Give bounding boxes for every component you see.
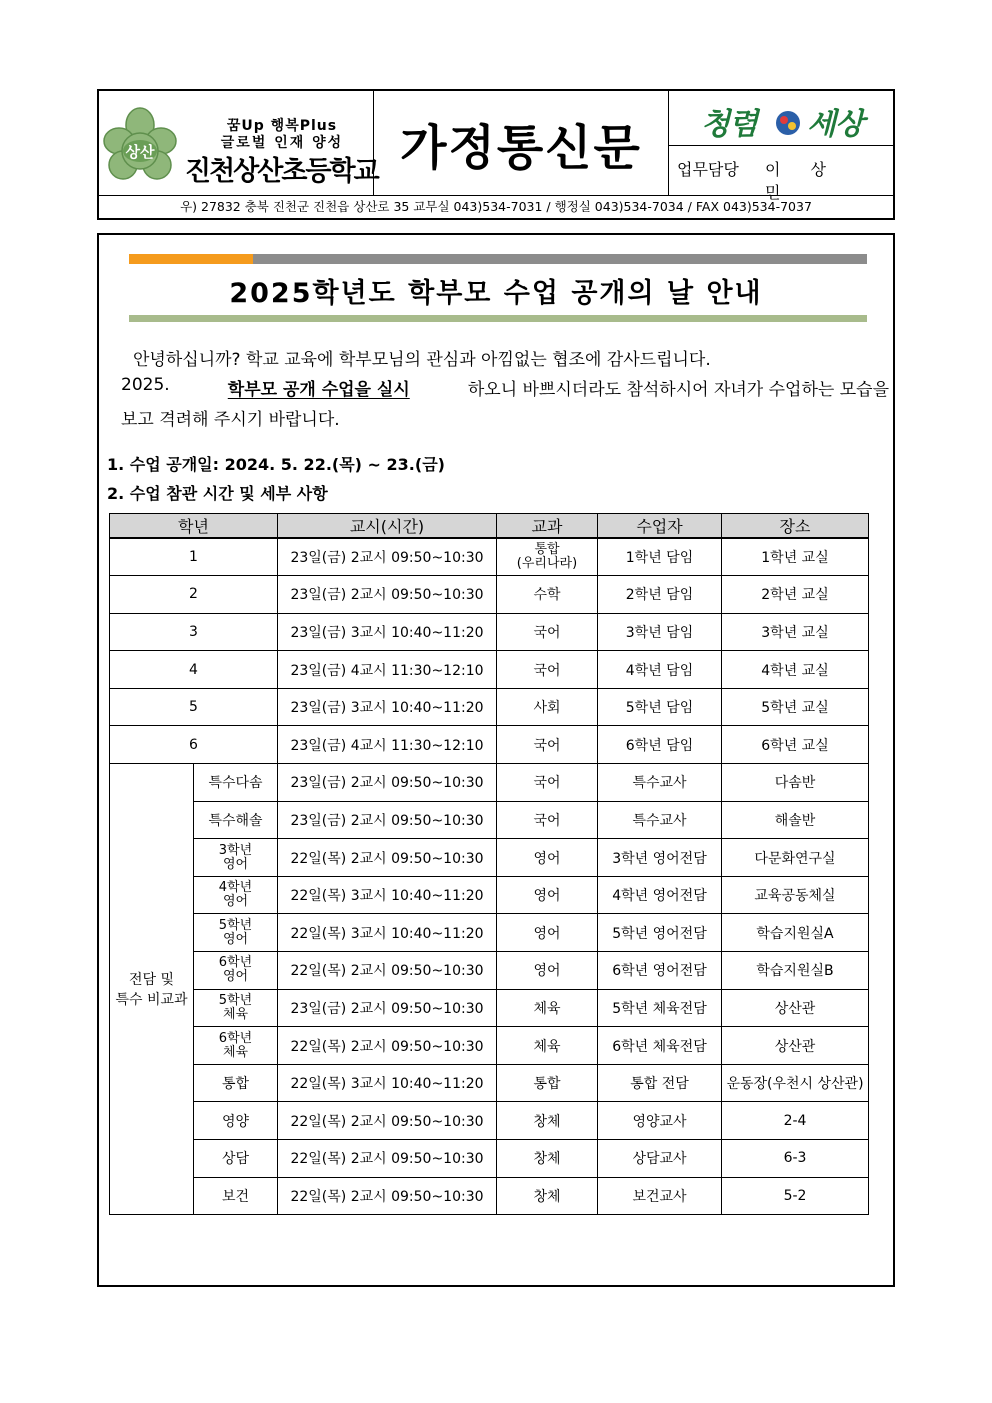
place-cell: 2-4 <box>722 1102 869 1140</box>
place-cell: 다문화연구실 <box>722 839 869 877</box>
table-row <box>110 613 869 651</box>
header-teacher: 수업자 <box>598 514 722 539</box>
class-cell <box>194 1027 278 1065</box>
integrity-slogan <box>669 91 893 146</box>
class-cell <box>194 839 278 877</box>
special-group-line-2: 특수 비교과 <box>115 992 188 1009</box>
subject-cell: 국어 <box>497 801 598 839</box>
subject-cell: 국어 <box>497 764 598 802</box>
teacher-cell: 5학년 영어전담 <box>598 914 722 952</box>
teacher-cell: 3학년 영어전담 <box>598 839 722 877</box>
period-cell: 23일(금) 2교시 09:50~10:30 <box>278 801 497 839</box>
class-cell: 특수다솜 <box>194 764 278 802</box>
subject-line-2: (우리나라) <box>516 556 578 572</box>
period-cell: 22일(목) 2교시 09:50~10:30 <box>278 1102 497 1140</box>
grade-cell: 3 <box>110 613 278 651</box>
class-line-1: 4학년 <box>218 880 253 896</box>
special-group-cell <box>110 764 194 1215</box>
period-cell: 22일(목) 2교시 09:50~10:30 <box>278 839 497 877</box>
place-cell: 다솜반 <box>722 764 869 802</box>
header-place: 장소 <box>722 514 869 539</box>
table-row <box>110 726 869 764</box>
table-row <box>110 876 869 914</box>
teacher-cell: 2학년 담임 <box>598 576 722 614</box>
place-cell: 교육공동체실 <box>722 876 869 914</box>
header-subject: 교과 <box>497 514 598 539</box>
header-period: 교시(시간) <box>278 514 497 539</box>
subject-cell: 체육 <box>497 989 598 1027</box>
notice-title: 2025학년도 학부모 수업 공개의 날 안내 <box>229 278 763 309</box>
place-cell: 상산관 <box>722 989 869 1027</box>
teacher-cell: 특수교사 <box>598 801 722 839</box>
table-row <box>110 989 869 1027</box>
class-line-1: 6학년 <box>218 955 253 971</box>
staff-name: 이상민 <box>765 160 856 202</box>
subject-cell: 영어 <box>497 952 598 990</box>
period-cell: 23일(금) 3교시 10:40~11:20 <box>278 688 497 726</box>
subject-cell: 국어 <box>497 651 598 689</box>
place-cell: 상산관 <box>722 1027 869 1065</box>
grade-cell: 1 <box>110 538 278 576</box>
teacher-cell: 4학년 영어전담 <box>598 876 722 914</box>
period-cell: 23일(금) 2교시 09:50~10:30 <box>278 989 497 1027</box>
place-cell: 해솔반 <box>722 801 869 839</box>
place-cell: 6학년 교실 <box>722 726 869 764</box>
place-cell: 1학년 교실 <box>722 538 869 576</box>
class-cell: 특수해솔 <box>194 801 278 839</box>
period-cell: 22일(목) 2교시 09:50~10:30 <box>278 1027 497 1065</box>
class-line-2: 영어 <box>222 969 249 985</box>
table-row <box>110 576 869 614</box>
special-group-line-1: 전담 및 <box>128 972 175 989</box>
school-block <box>99 91 378 195</box>
period-cell: 23일(금) 2교시 09:50~10:30 <box>278 538 497 576</box>
schedule-table <box>109 513 869 1215</box>
place-cell: 5학년 교실 <box>722 688 869 726</box>
subject-cell: 수학 <box>497 576 598 614</box>
motto-line-2: 글로벌 인재 양성 <box>220 135 344 151</box>
table-row <box>110 952 869 990</box>
subject-cell: 국어 <box>497 613 598 651</box>
class-line-1: 5학년 <box>218 917 253 933</box>
intro-line-2 <box>121 375 889 400</box>
period-cell: 23일(금) 2교시 09:50~10:30 <box>278 764 497 802</box>
period-cell: 22일(목) 3교시 10:40~11:20 <box>278 1064 497 1102</box>
letterhead <box>97 89 895 220</box>
place-cell: 6-3 <box>722 1140 869 1178</box>
teacher-cell: 4학년 담임 <box>598 651 722 689</box>
teacher-cell: 1학년 담임 <box>598 538 722 576</box>
teacher-cell: 통합 전담 <box>598 1064 722 1102</box>
intro-line-3: 보고 격려해 주시기 바랍니다. <box>121 410 340 430</box>
newsletter-title: 가정통신문 <box>400 119 642 176</box>
title-bar-orange <box>129 254 253 264</box>
table-row <box>110 538 869 576</box>
table-row <box>110 764 869 802</box>
intro-line-2-emphasis: 학부모 공개 수업을 실시 <box>227 380 410 400</box>
teacher-cell: 보건교사 <box>598 1177 722 1215</box>
table-row <box>110 1027 869 1065</box>
subject-cell: 통합 <box>497 1064 598 1102</box>
table-row <box>110 1140 869 1178</box>
period-cell: 22일(목) 2교시 09:50~10:30 <box>278 952 497 990</box>
teacher-cell: 특수교사 <box>598 764 722 802</box>
table-row <box>110 1102 869 1140</box>
slogan-right-text: 세상 <box>807 107 863 142</box>
teacher-cell: 영양교사 <box>598 1102 722 1140</box>
teacher-cell: 5학년 체육전담 <box>598 989 722 1027</box>
class-cell <box>194 914 278 952</box>
school-logo-icon <box>103 107 177 185</box>
period-cell: 22일(목) 3교시 10:40~11:20 <box>278 876 497 914</box>
table-row <box>110 914 869 952</box>
table-row <box>110 1177 869 1215</box>
teacher-cell: 상담교사 <box>598 1140 722 1178</box>
notice-body <box>97 233 895 1287</box>
class-line-1: 6학년 <box>218 1030 253 1046</box>
section-schedule-heading: 2. 수업 참관 시간 및 세부 사항 <box>107 484 328 503</box>
title-top-bar <box>129 254 867 264</box>
period-cell: 22일(목) 2교시 09:50~10:30 <box>278 1140 497 1178</box>
subject-cell: 영어 <box>497 914 598 952</box>
teacher-cell: 6학년 영어전담 <box>598 952 722 990</box>
class-cell <box>194 952 278 990</box>
class-line-1: 3학년 <box>218 842 253 858</box>
subject-cell: 사회 <box>497 688 598 726</box>
place-cell: 4학년 교실 <box>722 651 869 689</box>
grade-cell: 2 <box>110 576 278 614</box>
class-line-2: 체육 <box>222 1006 249 1022</box>
table-row <box>110 801 869 839</box>
class-line-2: 영어 <box>222 894 249 910</box>
subject-line-1: 통합 <box>534 542 560 558</box>
subject-cell: 창체 <box>497 1177 598 1215</box>
grade-cell: 4 <box>110 651 278 689</box>
class-cell: 보건 <box>194 1177 278 1215</box>
subject-cell: 영어 <box>497 876 598 914</box>
slogan-emblem-icon <box>774 109 802 137</box>
period-cell: 23일(금) 2교시 09:50~10:30 <box>278 576 497 614</box>
newsletter-title-block <box>374 91 669 195</box>
school-name: 진천상산초등학교 <box>185 156 378 187</box>
section-open-date: 1. 수업 공개일: 2024. 5. 22.(목) ~ 23.(금) <box>107 455 445 474</box>
school-address: 우) 27832 충북 진천군 진천읍 상산로 35 교무실 043)534-7031 / 행정실 043)534-7034 / FAX 043)534-7037 <box>99 195 893 218</box>
subject-cell <box>497 538 598 576</box>
class-cell: 상담 <box>194 1140 278 1178</box>
slogan-left-text: 청렴 <box>701 107 757 142</box>
subject-cell: 체육 <box>497 1027 598 1065</box>
subject-cell: 국어 <box>497 726 598 764</box>
table-header-row <box>110 514 869 539</box>
class-cell <box>194 989 278 1027</box>
intro-line-2-prefix: 2025. <box>121 375 170 395</box>
place-cell: 5-2 <box>722 1177 869 1215</box>
title-bottom-bar <box>129 315 867 322</box>
subject-cell: 영어 <box>497 839 598 877</box>
class-line-2: 영어 <box>222 856 249 872</box>
place-cell: 3학년 교실 <box>722 613 869 651</box>
table-row <box>110 1064 869 1102</box>
subject-cell: 창체 <box>497 1102 598 1140</box>
grade-cell: 6 <box>110 726 278 764</box>
logo-text: 상산 <box>125 143 155 161</box>
period-cell: 23일(금) 4교시 11:30~12:10 <box>278 651 497 689</box>
place-cell: 운동장(우천시 상산관) <box>722 1064 869 1102</box>
period-cell: 23일(금) 4교시 11:30~12:10 <box>278 726 497 764</box>
motto-line-1: 꿈Up 행복Plus <box>226 118 338 134</box>
period-cell: 22일(목) 3교시 10:40~11:20 <box>278 914 497 952</box>
teacher-cell: 5학년 담임 <box>598 688 722 726</box>
title-bar-gray <box>253 254 867 264</box>
period-cell: 23일(금) 3교시 10:40~11:20 <box>278 613 497 651</box>
header-grade: 학년 <box>110 514 278 539</box>
place-cell: 2학년 교실 <box>722 576 869 614</box>
subject-cell: 창체 <box>497 1140 598 1178</box>
teacher-cell: 6학년 담임 <box>598 726 722 764</box>
period-cell: 22일(목) 2교시 09:50~10:30 <box>278 1177 497 1215</box>
table-row <box>110 839 869 877</box>
class-line-2: 체육 <box>222 1044 249 1060</box>
letterhead-top-row <box>99 91 893 202</box>
grade-cell: 5 <box>110 688 278 726</box>
class-cell <box>194 876 278 914</box>
class-cell: 통합 <box>194 1064 278 1102</box>
teacher-cell: 6학년 체육전담 <box>598 1027 722 1065</box>
table-row <box>110 688 869 726</box>
place-cell: 학습지원실A <box>722 914 869 952</box>
table-row <box>110 651 869 689</box>
intro-line-1: 안녕하십니까? 학교 교육에 학부모님의 관심과 아낌없는 협조에 감사드립니다. <box>133 350 711 370</box>
staff-label: 업무담당 <box>677 160 739 179</box>
intro-line-2-rest: 하오니 바쁘시더라도 참석하시어 자녀가 수업하는 모습을 <box>467 380 889 400</box>
teacher-cell: 3학년 담임 <box>598 613 722 651</box>
class-line-2: 영어 <box>222 931 249 947</box>
class-line-1: 5학년 <box>218 992 253 1008</box>
header-right-block <box>669 91 893 202</box>
class-cell: 영양 <box>194 1102 278 1140</box>
place-cell: 학습지원실B <box>722 952 869 990</box>
